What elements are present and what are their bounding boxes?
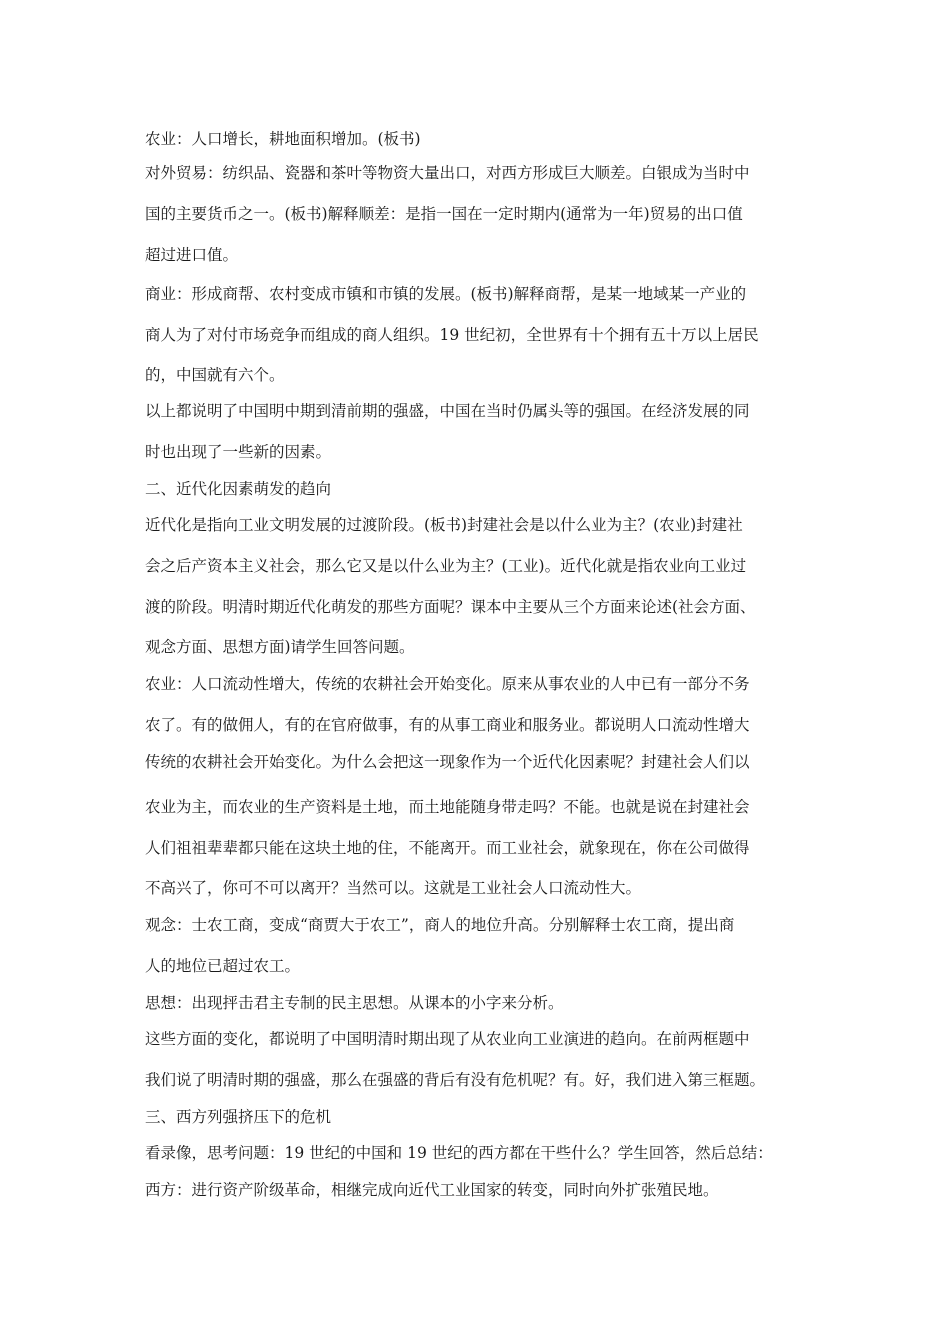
text-line: 思想：出现抨击君主专制的民主思想。从课本的小字来分析。: [145, 994, 564, 1012]
text-line: 西方：进行资产阶级革命，相继完成向近代工业国家的转变，同时向外扩张殖民地。: [145, 1181, 719, 1199]
text-line: 超过进口值。: [145, 246, 239, 264]
text-line: 时也出现了一些新的因素。: [145, 443, 332, 461]
text-line: 对外贸易：纺织品、瓷器和茶叶等物资大量出口，对西方形成巨大顺差。白银成为当时中: [145, 164, 750, 182]
text-line: 会之后产资本主义社会，那么它又是以什么业为主？(工业)。近代化就是指农业向工业过: [145, 557, 747, 575]
text-line: 这些方面的变化，都说明了中国明清时期出现了从农业向工业演进的趋向。在前两框题中: [145, 1030, 750, 1048]
text-line: 传统的农耕社会开始变化。为什么会把这一现象作为一个近代化因素呢？封建社会人们以: [145, 753, 750, 771]
section-heading: 三、西方列强挤压下的危机: [145, 1108, 332, 1126]
text-line: 国的主要货币之一。(板书)解释顺差：是指一国在一定时期内(通常为一年)贸易的出口值: [145, 205, 743, 223]
text-line: 人们祖祖辈辈都只能在这块土地的住，不能离开。而工业社会，就象现在，你在公司做得: [145, 839, 750, 857]
text-line: 看录像，思考问题：19 世纪的中国和 19 世纪的西方都在干些什么？学生回答，然后总结：: [145, 1144, 773, 1162]
text-line: 不高兴了，你可不可以离开？当然可以。这就是工业社会人口流动性大。: [145, 879, 642, 897]
text-line: 商人为了对付市场竞争而组成的商人组织。19 世纪初，全世界有十个拥有五十万以上居民: [145, 326, 759, 344]
text-line: 人的地位已超过农工。: [145, 957, 301, 975]
text-line: 农业：人口增长，耕地面积增加。(板书): [145, 130, 421, 148]
text-line: 农业为主，而农业的生产资料是土地，而土地能随身带走吗？不能。也就是说在封建社会: [145, 798, 750, 816]
text-line: 商业：形成商帮、农村变成市镇和市镇的发展。(板书)解释商帮，是某一地域某一产业的: [145, 285, 747, 303]
text-line: 以上都说明了中国明中期到清前期的强盛，中国在当时仍属头等的强国。在经济发展的同: [145, 402, 750, 420]
text-line: 渡的阶段。明清时期近代化萌发的那些方面呢？课本中主要从三个方面来论述(社会方面、: [145, 598, 756, 616]
text-line: 近代化是指向工业文明发展的过渡阶段。(板书)封建社会是以什么业为主？(农业)封建社: [145, 516, 743, 534]
text-line: 观念：士农工商，变成“商贾大于农工”，商人的地位升高。分别解释士农工商，提出商: [145, 916, 735, 934]
section-heading: 二、近代化因素萌发的趋向: [145, 480, 332, 498]
text-line: 的，中国就有六个。: [145, 366, 285, 384]
text-line: 我们说了明清时期的强盛，那么在强盛的背后有没有危机呢？有。好，我们进入第三框题。: [145, 1071, 766, 1089]
text-line: 农业：人口流动性增大，传统的农耕社会开始变化。原来从事农业的人中已有一部分不务: [145, 675, 750, 693]
text-line: 观念方面、思想方面)请学生回答问题。: [145, 638, 415, 656]
text-line: 农了。有的做佣人，有的在官府做事，有的从事工商业和服务业。都说明人口流动性增大: [145, 716, 750, 734]
